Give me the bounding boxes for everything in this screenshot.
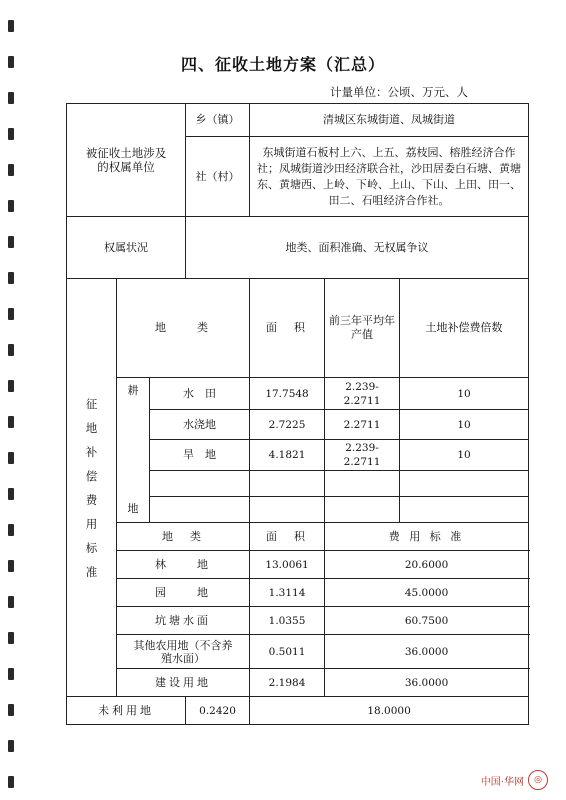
township-row [67,104,529,137]
binding-hole [8,272,14,284]
table-row [67,378,529,410]
binding-hole [8,740,14,752]
binding-hole [8,524,14,536]
table-row [67,697,529,725]
cultivated-comp: 10 [400,410,529,440]
binding-hole [8,92,14,104]
binding-hole [8,164,14,176]
other-area: 0.2420 [186,697,250,725]
status-label: 权属状况 [67,217,186,279]
cultivated-header-output: 前三年平均年产值 [325,279,400,378]
other-standard: 45.0000 [325,579,529,607]
binding-hole [8,668,14,680]
cultivated-comp: 10 [400,440,529,471]
cultivated-area: 17.7548 [250,378,325,410]
cultivated-output: 2.239-2.2711 [325,378,400,410]
other-type: 林 地 [117,551,250,579]
other-type: 坑塘水面 [117,607,250,635]
other-area: 1.3114 [250,579,325,607]
binding-hole [8,596,14,608]
cultivated-header-row [67,279,529,378]
cultivated-header-type: 地 类 [117,279,250,378]
other-standard: 36.0000 [325,635,529,669]
cultivated-output: 2.2711 [325,410,400,440]
other-header-type: 地 类 [117,523,250,551]
other-type: 建设用地 [117,669,250,697]
other-area: 0.5011 [250,635,325,669]
binding-hole [8,200,14,212]
other-area: 2.1984 [250,669,325,697]
cultivated-group-top: 耕 [127,384,139,397]
cultivated-header-multiplier: 土地补偿费倍数 [400,279,529,378]
other-type: 其他农用地（不含养殖水面） [117,635,250,669]
table-row [67,579,529,607]
status-value: 地类、面积准确、无权属争议 [186,217,529,279]
cultivated-group-bottom: 地 [127,502,139,515]
cultivated-type: 旱 地 [150,440,250,471]
unit-note: 计量单位：公顷、万元、人 [330,85,468,99]
binding-holes [8,0,16,800]
cultivated-type: 水浇地 [150,410,250,440]
binding-hole [8,776,14,788]
table-row [67,607,529,635]
township-label: 乡（镇） [186,104,250,137]
village-label: 社（村） [186,137,250,217]
township-value: 清城区东城街道、凤城街道 [250,104,529,137]
cultivated-area: 4.1821 [250,440,325,471]
other-header-row [67,523,529,551]
watermark-text: 中国·华网 [480,776,524,788]
other-header-standard: 费 用 标 准 [325,523,529,551]
table-row [67,669,529,697]
cultivated-group-label [117,378,150,523]
binding-hole [8,308,14,320]
compensation-label: 征地补偿费用标准 [67,279,117,697]
ownership-header: 被征收土地涉及的权属单位 [67,104,186,217]
binding-hole [8,20,14,32]
watermark [481,770,548,790]
other-standard: 18.0000 [250,697,529,725]
other-header-area: 面 积 [250,523,325,551]
binding-hole [8,560,14,572]
watermark-badge-icon: ◎ [528,770,548,790]
binding-hole [8,416,14,428]
cultivated-area: 2.7225 [250,410,325,440]
other-standard: 60.7500 [325,607,529,635]
binding-hole [8,452,14,464]
cultivated-output: 2.239-2.2711 [325,440,400,471]
land-acquisition-table [66,103,529,725]
other-type: 园 地 [117,579,250,607]
binding-hole [8,380,14,392]
cultivated-type: 水 田 [150,378,250,410]
page-title: 四、征收土地方案（汇总） [180,55,385,74]
binding-hole [8,488,14,500]
binding-hole [8,128,14,140]
binding-hole [8,236,14,248]
table-row [67,635,529,669]
other-area: 13.0061 [250,551,325,579]
other-type: 未利用地 [67,697,186,725]
binding-hole [8,632,14,644]
other-area: 1.0355 [250,607,325,635]
table-row [67,551,529,579]
other-standard: 36.0000 [325,669,529,697]
binding-hole [8,704,14,716]
other-standard: 20.6000 [325,551,529,579]
cultivated-header-area: 面 积 [250,279,325,378]
binding-hole [8,344,14,356]
status-row [67,217,529,279]
village-value: 东城街道石板村上六、上五、荔枝园、榕胜经济合作社；凤城街道沙田经济联合社，沙田居委白石塘、黄塘东、黄塘西、上岭、下岭、上山、下山、上田、田一、田二、石咀经济合作社。 [250,137,529,217]
cultivated-comp: 10 [400,378,529,410]
